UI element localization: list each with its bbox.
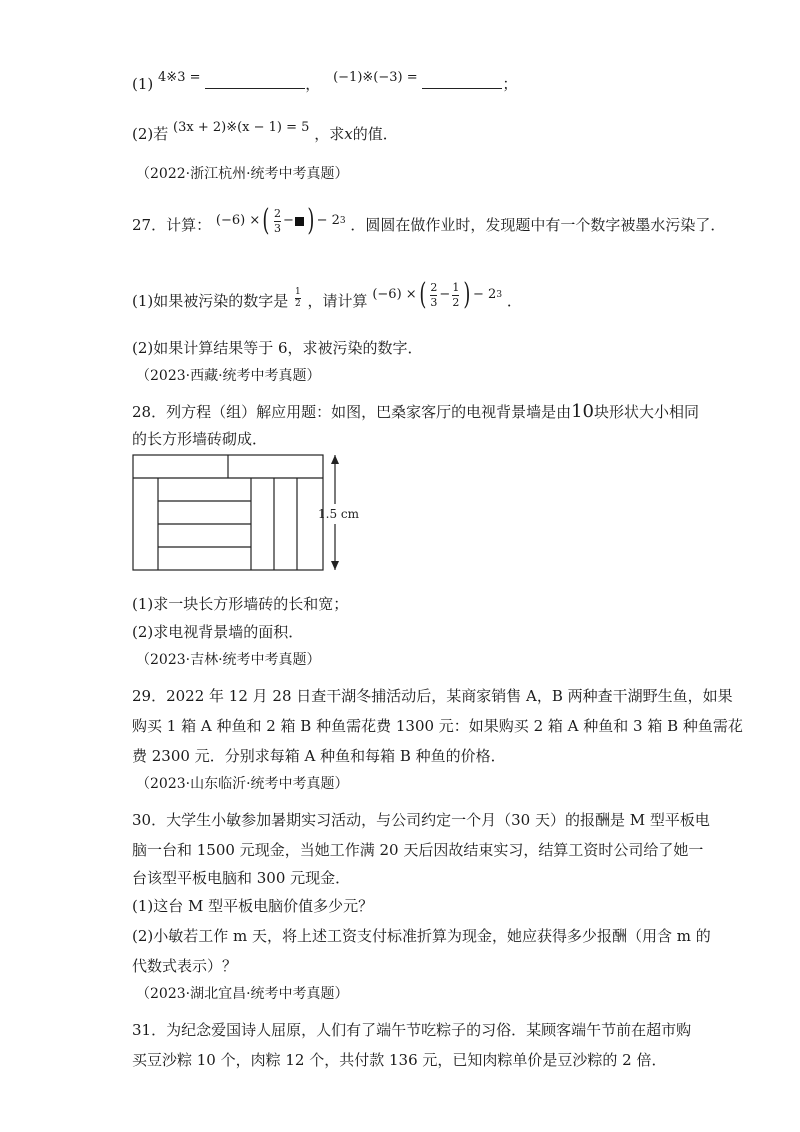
- q27-expression: (−6) × ( $\frac{2}{3}$ − ) − 2 3: [215, 203, 346, 238]
- arrow-up-icon: [331, 455, 339, 464]
- q30-line3: 台该型平板电脑和 300 元现金．: [132, 869, 351, 887]
- fraction-two-thirds: $\frac{2}{3}$: [273, 206, 281, 235]
- source-2023-xizang: （2023·西藏·统考中考真题）: [136, 368, 321, 384]
- q26-part1: (1) 4※3 = ， (−1)※(−3) = ；: [132, 70, 518, 93]
- q27-part1: (1)如果被污染的数字是 $\frac{1}{2}$ ，请计算 (−6) × ( $\frac{2}{3}$ − $\frac{1}{2}$ ) − 2 3 ．: [132, 277, 522, 312]
- q26-expr-a: 4※3 =: [158, 70, 201, 85]
- q29-line1: 29．2022 年 12 月 28 日查干湖冬捕活动后，某商家销售 A，B 两种查干湖野生鱼，如果: [132, 687, 733, 705]
- q29-line3: 费 2300 元．分别求每箱 A 种鱼和每箱 B 种鱼的价格．: [132, 747, 506, 765]
- tv-wall-figure: [130, 452, 370, 574]
- q31-line1: 31．为纪念爱国诗人屈原，人们有了端午节吃粽子的习俗．某顾客端午节前在超市购: [132, 1021, 692, 1039]
- q28-part2: (2)求电视背景墙的面积．: [132, 623, 304, 641]
- q30-part1: (1)这台 M 型平板电脑价值多少元？: [132, 897, 374, 915]
- q26-expr-c: (3x + 2)※(x − 1) = 5: [173, 120, 310, 135]
- q28-stem-line2: 的长方形墙砖砌成．: [132, 430, 268, 448]
- q28-part1: (1)求一块长方形墙砖的长和宽；: [132, 595, 349, 613]
- source-2023-shandong-linyi: （2023·山东临沂·统考中考真题）: [136, 776, 349, 792]
- fraction-one-half: $\frac{1}{2}$: [295, 286, 301, 309]
- arrow-down-icon: [331, 561, 339, 570]
- q27-part2: (2)如果计算结果等于 6，求被污染的数字．: [132, 339, 423, 357]
- q26-part2: (2)若 (3x + 2)※(x − 1) = 5 ，求x的值．: [132, 120, 398, 143]
- source-2023-hubei-yichang: （2023·湖北宜昌·统考中考真题）: [136, 986, 349, 1002]
- q28-stem-line1: 28．列方程（组）解应用题：如图，巴桑家客厅的电视背景墙是由10块形状大小相同: [132, 401, 700, 422]
- q30-line2: 脑一台和 1500 元现金，当她工作满 20 天后因故结束实习，结算工资时公司给了她一: [132, 841, 704, 859]
- q29-line2: 购买 1 箱 A 种鱼和 2 箱 B 种鱼需花费 1300 元：如果购买 2 箱 A 种鱼和 3 箱 B 种鱼需花: [132, 717, 743, 735]
- q27-stem: 27．计算： (−6) × ( $\frac{2}{3}$ − ) − 2 3 ．圆圆在做作业时，发现题中有一个数字被墨水污染了．: [132, 203, 726, 238]
- q27-part1-expression: (−6) × ( $\frac{2}{3}$ − $\frac{1}{2}$ ) − 2 3: [372, 277, 503, 312]
- answer-blank-2[interactable]: [422, 72, 502, 89]
- source-2022-hangzhou: （2022·浙江杭州·统考中考真题）: [136, 166, 349, 182]
- ink-blot-square: [295, 217, 304, 226]
- q31-line2: 买豆沙粽 10 个，肉粽 12 个，共付款 136 元，已知肉粽单价是豆沙粽的 2 倍．: [132, 1051, 667, 1069]
- q30-line1: 30．大学生小敏参加暑期实习活动，与公司约定一个月（30 天）的报酬是 M 型平板电: [132, 811, 710, 829]
- q30-part2-line2: 代数式表示）？: [132, 957, 238, 975]
- q30-part2-line1: (2)小敏若工作 m 天，将上述工资支付标准折算为现金，她应获得多少报酬（用含 m 的: [132, 927, 711, 945]
- answer-blank-1[interactable]: [205, 72, 305, 89]
- source-2023-jilin: （2023·吉林·统考中考真题）: [136, 652, 321, 668]
- q26-expr-b: (−1)※(−3) =: [333, 70, 418, 85]
- dimension-label: 1.5 cm: [318, 507, 359, 521]
